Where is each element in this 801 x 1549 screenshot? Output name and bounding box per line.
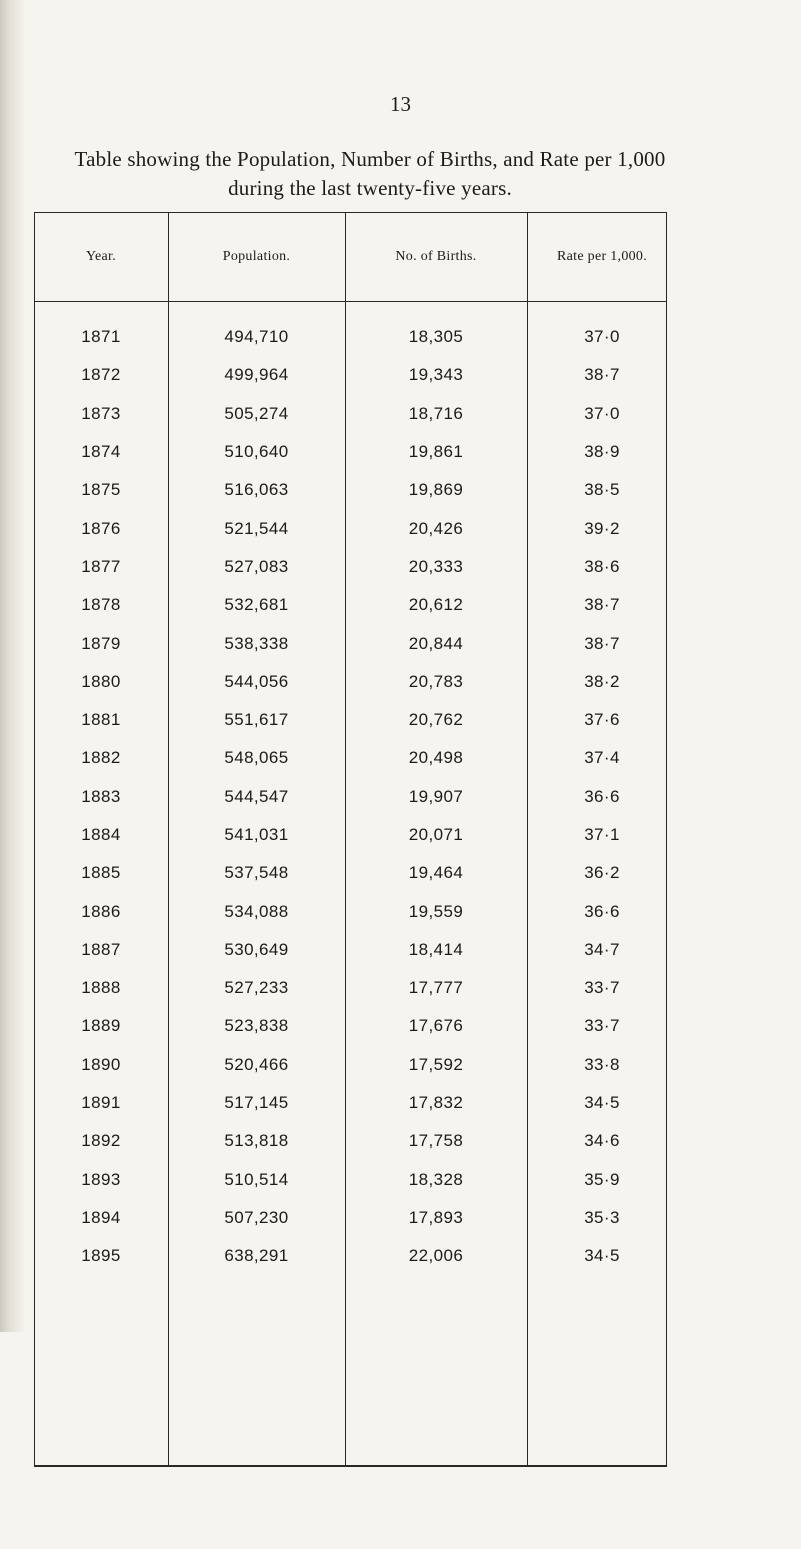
year-cell: 1871 — [81, 327, 121, 347]
table-row — [34, 318, 667, 356]
rate-cell: 37·4 — [584, 748, 620, 768]
births-cell: 22,006 — [408, 1246, 464, 1266]
population-cell: 548,065 — [224, 748, 289, 768]
year-cell: 1878 — [81, 595, 121, 615]
population-cell: 527,083 — [224, 556, 289, 576]
table-bottom-rule — [34, 1465, 667, 1467]
population-cell: 513,818 — [224, 1131, 289, 1151]
header-year: Year. — [85, 248, 117, 264]
population-cell: 541,031 — [224, 825, 289, 844]
page-number: 13 — [390, 92, 411, 116]
births-cell: 18,716 — [408, 403, 464, 423]
year-cell: 1887 — [81, 939, 121, 959]
population-cell: 532,681 — [224, 595, 289, 615]
table-row — [34, 624, 667, 662]
table-row — [34, 969, 667, 1007]
caption-line-1: Table showing the Population, Number of Births, and Rate per 1,000 — [74, 147, 666, 171]
births-cell: 19,343 — [408, 365, 464, 385]
table-row — [34, 892, 667, 930]
rate-cell: 34·5 — [584, 1093, 620, 1113]
rate-cell: 39·2 — [584, 518, 620, 538]
year-cell: 1888 — [81, 978, 121, 998]
births-cell: 19,861 — [408, 442, 464, 462]
table-row — [34, 1084, 667, 1122]
caption-line-2: during the last twenty-five years. — [228, 176, 512, 200]
births-cell: 19,559 — [408, 901, 464, 921]
year-cell: 1879 — [81, 633, 121, 653]
population-cell: 521,544 — [224, 518, 289, 538]
population-cell: 534,088 — [224, 901, 289, 921]
births-cell: 17,676 — [408, 1016, 464, 1036]
table-row — [34, 433, 667, 471]
rate-cell: 37·0 — [584, 327, 620, 347]
rate-cell: 35·3 — [584, 1207, 620, 1227]
table-row — [34, 816, 667, 854]
table-row — [34, 586, 667, 624]
births-cell: 17,758 — [408, 1131, 464, 1151]
rate-cell: 36·2 — [584, 863, 620, 883]
rate-cell: 37·1 — [584, 825, 620, 844]
rate-cell: 33·8 — [584, 1054, 620, 1074]
year-cell: 1876 — [81, 518, 121, 538]
table-row — [34, 739, 667, 777]
rate-cell: 36·6 — [584, 786, 620, 806]
table-body — [34, 318, 667, 1275]
rate-cell: 38·7 — [584, 595, 620, 615]
year-cell: 1875 — [81, 480, 121, 500]
header-rule — [34, 301, 667, 302]
population-cell: 516,063 — [224, 480, 289, 500]
rate-cell: 38·7 — [584, 633, 620, 653]
rate-cell: 38·9 — [584, 442, 620, 462]
population-cell: 538,338 — [224, 633, 289, 653]
year-cell: 1874 — [81, 442, 121, 462]
year-cell: 1891 — [81, 1093, 121, 1113]
rate-cell: 34·5 — [584, 1246, 620, 1266]
rate-cell: 35·9 — [584, 1169, 620, 1189]
table-caption — [20, 145, 720, 203]
rate-cell: 37·6 — [584, 710, 620, 730]
year-cell: 1895 — [81, 1246, 121, 1266]
rate-cell: 36·6 — [584, 901, 620, 921]
year-cell: 1882 — [81, 748, 121, 768]
table-row — [34, 1122, 667, 1160]
births-cell: 17,832 — [408, 1093, 464, 1113]
table-row — [34, 1161, 667, 1199]
population-cell: 537,548 — [224, 863, 289, 883]
rate-cell: 33·7 — [584, 1016, 620, 1036]
population-cell: 527,233 — [224, 978, 289, 998]
births-cell: 20,071 — [408, 825, 464, 844]
population-cell: 530,649 — [224, 939, 289, 959]
year-cell: 1893 — [81, 1169, 121, 1189]
year-cell: 1886 — [81, 901, 121, 921]
rate-cell: 33·7 — [584, 978, 620, 998]
table-row — [34, 1046, 667, 1084]
year-cell: 1883 — [81, 786, 121, 806]
table-row — [34, 663, 667, 701]
population-cell: 507,230 — [224, 1207, 289, 1227]
year-cell: 1873 — [81, 403, 121, 423]
year-cell: 1885 — [81, 863, 121, 883]
population-cell: 544,056 — [224, 671, 289, 691]
births-cell: 20,426 — [408, 518, 464, 538]
table-header — [34, 212, 667, 301]
births-cell: 20,762 — [408, 710, 464, 730]
year-cell: 1872 — [81, 365, 121, 385]
population-cell: 510,640 — [224, 442, 289, 462]
year-cell: 1894 — [81, 1207, 121, 1227]
year-cell: 1890 — [81, 1054, 121, 1074]
population-cell: 517,145 — [224, 1093, 289, 1113]
births-cell: 18,414 — [408, 939, 464, 959]
year-cell: 1880 — [81, 671, 121, 691]
table-row — [34, 356, 667, 394]
table-row — [34, 931, 667, 969]
births-cell: 18,328 — [408, 1169, 464, 1189]
rate-cell: 38·5 — [584, 480, 620, 500]
births-cell: 19,869 — [408, 480, 464, 500]
table-row — [34, 548, 667, 586]
year-cell: 1877 — [81, 556, 121, 576]
population-cell: 520,466 — [224, 1054, 289, 1074]
population-cell: 544,547 — [224, 786, 289, 806]
population-cell: 510,514 — [224, 1169, 289, 1189]
table-row — [34, 509, 667, 547]
population-cell: 494,710 — [224, 327, 289, 347]
rate-cell: 34·7 — [584, 939, 620, 959]
table-row — [34, 778, 667, 816]
births-cell: 20,498 — [408, 748, 464, 768]
population-cell: 505,274 — [224, 403, 289, 423]
table-row — [34, 1007, 667, 1045]
population-cell: 499,964 — [224, 365, 289, 385]
births-cell: 17,777 — [408, 978, 464, 998]
births-cell: 19,464 — [408, 863, 464, 883]
births-cell: 17,592 — [408, 1054, 464, 1074]
year-cell: 1889 — [81, 1016, 121, 1036]
rate-cell: 34·6 — [584, 1131, 620, 1151]
births-cell: 18,305 — [408, 327, 464, 347]
births-cell: 20,783 — [408, 671, 464, 691]
table-row — [34, 1237, 667, 1275]
header-rate: Rate per 1,000. — [556, 248, 648, 264]
births-cell: 20,612 — [408, 595, 464, 615]
header-population: Population. — [222, 248, 291, 264]
births-cell: 20,333 — [408, 556, 464, 576]
table-row — [34, 471, 667, 509]
population-cell: 523,838 — [224, 1016, 289, 1036]
table-row — [34, 701, 667, 739]
births-cell: 17,893 — [408, 1207, 464, 1227]
table-row — [34, 854, 667, 892]
births-cell: 20,844 — [408, 633, 464, 653]
table-row — [34, 395, 667, 433]
year-cell: 1892 — [81, 1131, 121, 1151]
year-cell: 1881 — [81, 710, 121, 730]
rate-cell: 38·7 — [584, 365, 620, 385]
births-cell: 19,907 — [408, 786, 464, 806]
population-cell: 551,617 — [224, 710, 289, 730]
population-cell: 638,291 — [224, 1246, 289, 1266]
table-row — [34, 1199, 667, 1237]
rate-cell: 38·2 — [584, 671, 620, 691]
rate-cell: 37·0 — [584, 403, 620, 423]
header-births: No. of Births. — [395, 248, 477, 264]
year-cell: 1884 — [81, 825, 121, 844]
rate-cell: 38·6 — [584, 556, 620, 576]
